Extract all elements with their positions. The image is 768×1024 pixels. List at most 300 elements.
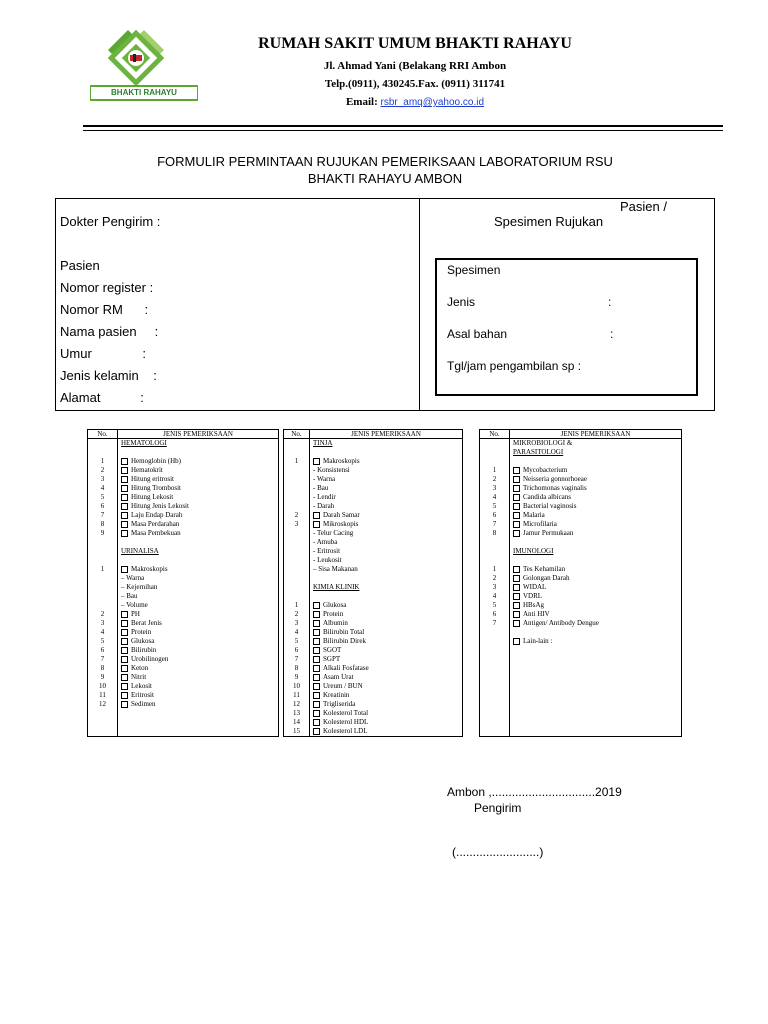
exam-checkbox[interactable]: [513, 476, 520, 483]
exam-item: [310, 493, 463, 502]
exam-item: [310, 628, 463, 637]
exam-item: [510, 484, 682, 493]
exam-number: 6: [88, 646, 118, 655]
alamat-label: Alamat :: [60, 390, 144, 405]
exam-row: [480, 592, 682, 601]
form-title-line2: BHAKTI RAHAYU AMBON: [307, 171, 463, 186]
exam-item-label: Bilirubin: [131, 646, 157, 654]
exam-row: [284, 538, 463, 547]
exam-item: [310, 592, 463, 601]
exam-checkbox[interactable]: [513, 611, 520, 618]
exam-number: [480, 628, 510, 637]
exam-item-label: SGOT: [323, 646, 342, 654]
pengirim-name-line: (.........................): [452, 845, 544, 859]
exam-item: [510, 493, 682, 502]
exam-item: [118, 448, 279, 457]
exam-row: [284, 709, 463, 718]
exam-number: 2: [480, 574, 510, 583]
exam-number: 6: [284, 646, 310, 655]
exam-number: 2: [88, 466, 118, 475]
exam-number: [480, 637, 510, 646]
exam-number: 3: [88, 619, 118, 628]
hospital-name: RUMAH SAKIT UMUM BHAKTI RAHAYU: [258, 35, 572, 52]
exam-item: [118, 673, 279, 682]
exam-item-label: Malaria: [523, 511, 545, 519]
hospital-email-row: [270, 96, 560, 108]
exam-row: [88, 619, 279, 628]
exam-number: 1: [480, 565, 510, 574]
exam-item: [118, 547, 279, 556]
exam-row: [88, 628, 279, 637]
exam-checkbox[interactable]: [513, 620, 520, 627]
exam-item-label: Bilirubin Total: [323, 628, 365, 636]
exam-checkbox[interactable]: [121, 665, 128, 672]
exam-number: [284, 502, 310, 511]
exam-number: [480, 655, 510, 664]
exam-row: [480, 457, 682, 466]
exam-item: [310, 655, 463, 664]
exam-item-label: HBsAg: [523, 601, 545, 609]
exam-number: [480, 673, 510, 682]
asal-bahan-colon: :: [610, 327, 614, 341]
exam-item: [310, 547, 463, 556]
exam-item-label: Ureum / BUN: [323, 682, 363, 690]
pasien-label: Pasien: [60, 258, 100, 273]
email-label: Email:: [345, 96, 378, 108]
exam-checkbox[interactable]: [121, 503, 128, 510]
email-link[interactable]: rsbr_amq@yahoo.co.id: [380, 97, 485, 108]
exam-number: 6: [480, 511, 510, 520]
exam-checkbox[interactable]: [121, 674, 128, 681]
exam-number: [88, 727, 118, 737]
exam-item: [118, 718, 279, 727]
exam-checkbox[interactable]: [313, 701, 320, 708]
exam-row: [480, 583, 682, 592]
exam-item: [118, 664, 279, 673]
exam-number: [284, 529, 310, 538]
exam-item: [510, 637, 682, 646]
dokter-pengirim-label: Dokter Pengirim :: [60, 214, 161, 229]
exam-item-label: WIDAL: [523, 583, 547, 591]
exam-row: [480, 520, 682, 529]
exam-item: [510, 700, 682, 709]
exam-checkbox[interactable]: [121, 656, 128, 663]
section-heading: KIMIA KLINIK: [313, 583, 360, 591]
exam-item-label: Golongan Darah: [523, 574, 570, 582]
exam-number: [480, 556, 510, 565]
exam-item-label: Protein: [131, 628, 152, 636]
exam-item: [118, 700, 279, 709]
exam-row: [480, 511, 682, 520]
exam-row: [88, 727, 279, 737]
exam-row: [88, 637, 279, 646]
exam-number: 4: [88, 628, 118, 637]
exam-checkbox[interactable]: [513, 530, 520, 537]
exam-subitem: - Bau: [313, 484, 329, 492]
exam-checkbox[interactable]: [121, 620, 128, 627]
exam-number: 1: [88, 457, 118, 466]
exam-number: [88, 592, 118, 601]
exam-checkbox[interactable]: [121, 458, 128, 465]
exam-checkbox[interactable]: [313, 674, 320, 681]
col-header-jenis: JENIS PEMERIKSAAN: [118, 430, 279, 439]
exam-row: [284, 628, 463, 637]
exam-number: 9: [88, 673, 118, 682]
exam-number: [480, 646, 510, 655]
exam-item-label: Tes Kehamilan: [523, 565, 566, 573]
exam-item-label: Hematokrit: [131, 466, 163, 474]
exam-row: [480, 709, 682, 718]
exam-subitem: - Konsistensi: [313, 466, 350, 474]
exam-checkbox[interactable]: [121, 566, 128, 573]
exam-row: [480, 682, 682, 691]
exam-checkbox[interactable]: [121, 692, 128, 699]
exam-checkbox[interactable]: [513, 485, 520, 492]
exam-row: [480, 628, 682, 637]
exam-checkbox[interactable]: [121, 629, 128, 636]
col-header-no: No.: [480, 430, 510, 439]
section-heading: TINJA: [313, 439, 333, 447]
exam-item-label: PH: [131, 610, 140, 618]
exam-number: [480, 700, 510, 709]
exam-checkbox[interactable]: [121, 683, 128, 690]
exam-row: [88, 700, 279, 709]
exam-item: [310, 466, 463, 475]
exam-checkbox[interactable]: [313, 620, 320, 627]
exam-row: [284, 637, 463, 646]
exam-subitem: – Bau: [121, 592, 138, 600]
pengirim-label: Pengirim: [474, 801, 522, 815]
exam-subitem: – Kejernihan: [121, 583, 158, 591]
exam-row: [284, 529, 463, 538]
exam-table-2: [283, 429, 463, 737]
exam-checkbox[interactable]: [313, 638, 320, 645]
exam-item: [310, 682, 463, 691]
exam-item: [310, 448, 463, 457]
exam-item: [118, 466, 279, 475]
exam-number: 2: [284, 610, 310, 619]
exam-checkbox[interactable]: [513, 521, 520, 528]
exam-item: [310, 601, 463, 610]
form-title-line1: FORMULIR PERMINTAAN RUJUKAN PEMERIKSAAN LABORATORIUM RSU: [157, 154, 613, 169]
exam-row: [480, 475, 682, 484]
exam-checkbox[interactable]: [513, 584, 520, 591]
exam-row: [284, 583, 463, 592]
exam-item-label: Nitrit: [131, 673, 147, 681]
section-heading: URINALISA: [121, 547, 159, 555]
exam-checkbox[interactable]: [513, 638, 520, 645]
exam-checkbox[interactable]: [313, 710, 320, 717]
exam-checkbox[interactable]: [313, 656, 320, 663]
exam-checkbox[interactable]: [513, 503, 520, 510]
exam-number: 2: [88, 610, 118, 619]
exam-number: 3: [88, 475, 118, 484]
exam-item: [118, 610, 279, 619]
exam-checkbox[interactable]: [121, 701, 128, 708]
exam-row: [480, 619, 682, 628]
exam-item-label: Glukosa: [131, 637, 155, 645]
exam-number: [480, 448, 510, 457]
exam-number: [88, 538, 118, 547]
exam-table-1: [87, 429, 279, 737]
exam-item: [510, 556, 682, 565]
exam-row: [480, 466, 682, 475]
exam-checkbox[interactable]: [513, 512, 520, 519]
exam-subitem: – Warna: [121, 574, 145, 582]
exam-row: [284, 700, 463, 709]
jenis-kelamin-label: Jenis kelamin :: [60, 368, 157, 383]
exam-checkbox[interactable]: [313, 458, 320, 465]
exam-checkbox[interactable]: [121, 521, 128, 528]
exam-checkbox[interactable]: [313, 611, 320, 618]
exam-item: [510, 655, 682, 664]
nomor-register-label: Nomor register :: [60, 280, 154, 295]
exam-row: [480, 727, 682, 737]
hospital-address: Jl. Ahmad Yani (Belakang RRI Ambon: [323, 60, 507, 72]
exam-number: 12: [284, 700, 310, 709]
hospital-phone: Telp.(0911), 430245.Fax. (0911) 311741: [324, 78, 506, 90]
exam-number: [284, 556, 310, 565]
exam-row: [480, 493, 682, 502]
exam-row: [284, 448, 463, 457]
exam-subitem: - Telur Cacing: [313, 529, 354, 537]
exam-item-label: Lain-lain :: [523, 637, 553, 645]
exam-item: [510, 682, 682, 691]
exam-item: [118, 556, 279, 565]
exam-checkbox[interactable]: [313, 728, 320, 735]
exam-row: [88, 556, 279, 565]
exam-item: [310, 520, 463, 529]
exam-item-label: Masa Pembekuan: [131, 529, 181, 537]
exam-item: [510, 511, 682, 520]
exam-item-label: Hitung eritrosit: [131, 475, 174, 483]
exam-row: [480, 547, 682, 556]
exam-row: [88, 601, 279, 610]
exam-checkbox[interactable]: [313, 692, 320, 699]
exam-checkbox[interactable]: [313, 602, 320, 609]
exam-row: [480, 439, 682, 449]
exam-row: [480, 448, 682, 457]
exam-number: 4: [284, 628, 310, 637]
exam-item: [510, 565, 682, 574]
exam-checkbox[interactable]: [121, 485, 128, 492]
exam-row: [480, 655, 682, 664]
exam-checkbox[interactable]: [513, 593, 520, 600]
exam-item-label: Alkali Fosfatase: [323, 664, 369, 672]
exam-row: [284, 484, 463, 493]
exam-row: [284, 718, 463, 727]
exam-item: [510, 727, 682, 737]
exam-item: [118, 691, 279, 700]
exam-number: 12: [88, 700, 118, 709]
exam-number: 5: [88, 493, 118, 502]
exam-number: 7: [88, 511, 118, 520]
exam-item: [310, 673, 463, 682]
exam-number: [480, 457, 510, 466]
exam-checkbox[interactable]: [513, 602, 520, 609]
exam-item: [310, 538, 463, 547]
exam-number: [88, 601, 118, 610]
exam-item: [310, 511, 463, 520]
exam-row: [88, 466, 279, 475]
exam-row: [88, 475, 279, 484]
exam-number: 13: [284, 709, 310, 718]
exam-row: [284, 664, 463, 673]
exam-row: [284, 466, 463, 475]
exam-row: [284, 574, 463, 583]
exam-item-label: Hitung Trombosit: [131, 484, 181, 492]
exam-item: [118, 520, 279, 529]
exam-item: [510, 475, 682, 484]
exam-item-label: Asam Urat: [323, 673, 354, 681]
exam-item: [118, 439, 279, 449]
exam-number: 2: [480, 475, 510, 484]
exam-number: 1: [284, 457, 310, 466]
exam-checkbox[interactable]: [121, 476, 128, 483]
exam-item: [310, 502, 463, 511]
exam-item-label: Trigliserida: [323, 700, 356, 708]
exam-checkbox[interactable]: [313, 683, 320, 690]
logo-text: BHAKTI RAHAYU: [111, 88, 177, 97]
exam-checkbox[interactable]: [313, 647, 320, 654]
exam-item: [310, 556, 463, 565]
exam-row: [480, 565, 682, 574]
exam-item-label: Eritrosit: [131, 691, 154, 699]
exam-number: [88, 448, 118, 457]
exam-item: [510, 457, 682, 466]
exam-checkbox[interactable]: [121, 611, 128, 618]
exam-row: [480, 601, 682, 610]
exam-checkbox[interactable]: [513, 494, 520, 501]
exam-number: [284, 592, 310, 601]
exam-row: [284, 475, 463, 484]
exam-checkbox[interactable]: [313, 512, 320, 519]
jenis-colon: :: [608, 295, 612, 309]
exam-item-label: Antigen/ Antibody Dengue: [523, 619, 599, 627]
exam-item: [310, 457, 463, 466]
exam-number: [88, 574, 118, 583]
exam-item: [510, 502, 682, 511]
exam-number: [480, 664, 510, 673]
exam-item-label: Mikroskopis: [323, 520, 359, 528]
exam-number: 8: [284, 664, 310, 673]
exam-number: [284, 493, 310, 502]
exam-number: [284, 547, 310, 556]
col-header-jenis: JENIS PEMERIKSAAN: [510, 430, 682, 439]
exam-checkbox[interactable]: [121, 647, 128, 654]
exam-number: [88, 718, 118, 727]
exam-item-label: Laju Endap Darah: [131, 511, 183, 519]
exam-checkbox[interactable]: [121, 494, 128, 501]
exam-item-label: Urobilinogen: [131, 655, 169, 663]
tgl-pengambilan-label: Tgl/jam pengambilan sp :: [447, 359, 582, 373]
exam-row: [480, 538, 682, 547]
exam-number: 11: [88, 691, 118, 700]
exam-number: 4: [480, 592, 510, 601]
exam-number: 3: [284, 619, 310, 628]
exam-item: [310, 484, 463, 493]
box-divider: [419, 198, 420, 411]
exam-row: [88, 511, 279, 520]
exam-checkbox[interactable]: [313, 629, 320, 636]
exam-item-label: Trichomonas vaginalis: [523, 484, 587, 492]
exam-item: [310, 646, 463, 655]
exam-checkbox[interactable]: [313, 719, 320, 726]
exam-item: [118, 529, 279, 538]
header-rule-thin: [83, 130, 723, 131]
exam-number: 5: [480, 601, 510, 610]
exam-row: [284, 619, 463, 628]
exam-checkbox[interactable]: [513, 575, 520, 582]
exam-item: [510, 664, 682, 673]
exam-row: [480, 718, 682, 727]
exam-item: [118, 646, 279, 655]
exam-checkbox[interactable]: [513, 467, 520, 474]
exam-item: [510, 691, 682, 700]
exam-checkbox[interactable]: [121, 467, 128, 474]
form-title: [60, 153, 710, 187]
exam-number: 7: [88, 655, 118, 664]
exam-number: 5: [480, 502, 510, 511]
exam-item-label: Hitung Jenis Lekosit: [131, 502, 189, 510]
exam-item: [510, 673, 682, 682]
exam-row: [480, 646, 682, 655]
exam-number: [284, 574, 310, 583]
header-rule: [83, 125, 723, 127]
exam-item: [510, 592, 682, 601]
exam-number: [480, 682, 510, 691]
exam-item: [310, 439, 463, 449]
exam-subitem: MIKROBIOLOGI &: [513, 439, 573, 447]
exam-item: [310, 565, 463, 574]
exam-subitem: – Volume: [121, 601, 148, 609]
exam-item: [310, 664, 463, 673]
exam-checkbox[interactable]: [313, 521, 320, 528]
exam-item: [510, 709, 682, 718]
exam-checkbox[interactable]: [121, 638, 128, 645]
exam-number: [88, 709, 118, 718]
exam-subitem: - Warna: [313, 475, 336, 483]
section-heading: PARASITOLOGI: [513, 448, 564, 456]
exam-checkbox[interactable]: [513, 566, 520, 573]
exam-row: [88, 583, 279, 592]
exam-number: [284, 448, 310, 457]
exam-row: [284, 673, 463, 682]
exam-number: 1: [88, 565, 118, 574]
exam-row: [284, 727, 463, 737]
exam-number: [284, 439, 310, 449]
right-header-pasien: Pasien /: [620, 199, 667, 214]
exam-checkbox[interactable]: [313, 665, 320, 672]
nomor-rm-label: Nomor RM :: [60, 302, 149, 317]
exam-item-label: Keton: [131, 664, 149, 672]
exam-item-label: Microfilaria: [523, 520, 557, 528]
exam-item: [510, 538, 682, 547]
exam-number: 15: [284, 727, 310, 737]
exam-item: [310, 610, 463, 619]
exam-checkbox[interactable]: [121, 530, 128, 537]
exam-row: [284, 547, 463, 556]
exam-number: 8: [480, 529, 510, 538]
exam-number: 10: [284, 682, 310, 691]
exam-item-label: Glukosa: [323, 601, 347, 609]
exam-subitem: - Darah: [313, 502, 335, 510]
exam-item-label: Anti HIV: [523, 610, 550, 618]
exam-number: 7: [284, 655, 310, 664]
exam-item-label: Hemoglobin (Hb): [131, 457, 181, 465]
exam-checkbox[interactable]: [121, 512, 128, 519]
exam-number: [88, 556, 118, 565]
